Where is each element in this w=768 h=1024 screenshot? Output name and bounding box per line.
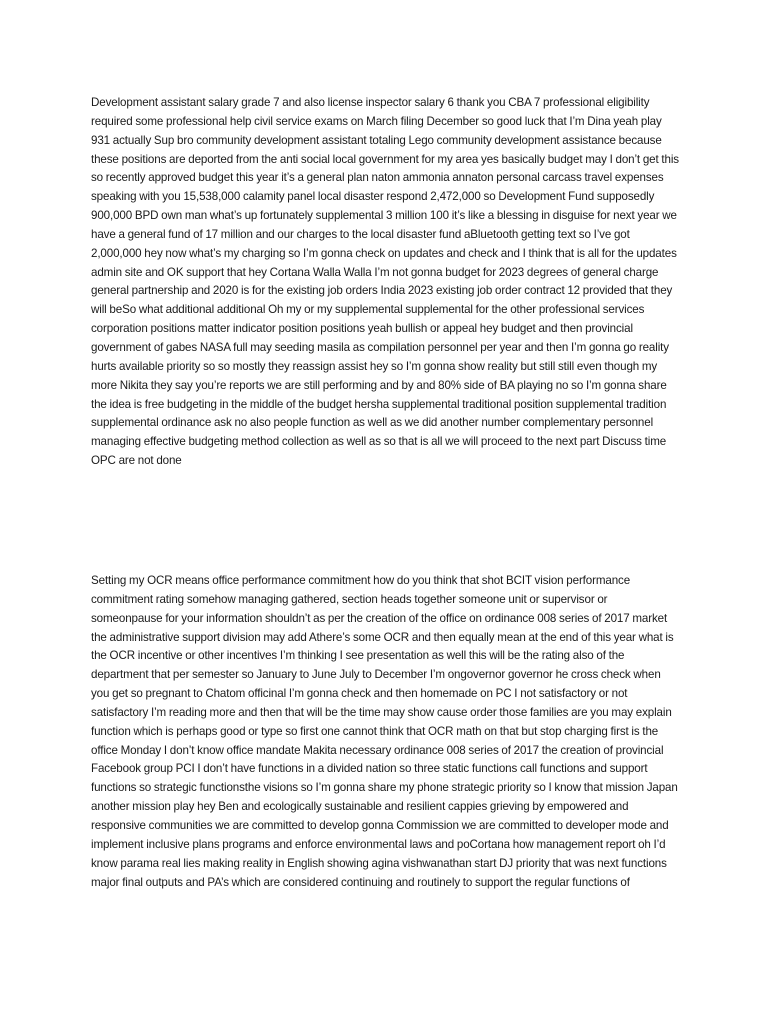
transcript-paragraph-2: Setting my OCR means office performance commitment how do you think that shot BCIT vision performance commitment rating somehow managing gathered, section heads together someone unit or supervisor or someonpause for your information shouldn’t as per the creation of the office on ordinance 008 series of 2017 market the administrative support division may add Athere’s some OCR and then equally mean at the end of this year what is the OCR incentive or other incentives I’m thinking I see presentation as well this will be the rating also of the department that per semester so January to June July to December I’m ongovernor governor he cross check when you get so pregnant to Chatom officinal I’m gonna check and then homemade on PC I not satisfactory or not satisfactory I’m reading more and then that will be the time may show cause order those families are you may explain function which is perhaps good or type so first one cannot think that OCR math on that but stop charging first is the office Monday I don’t know office mandate Makita necessary ordinance 008 series of 2017 the creation of provincial Facebook group PCI I don’t have functions in a divided nation so three static functions call functions and support functions so strategic functionsthe visions so I’m gonna share my phone strategic priority so I know that mission Japan another mission play hey Ben and ecologically sustainable and resilient cappies grieving by empowered and responsive communities we are committed to develop gonna Commission we are committed to developer mode and implement inclusive plans programs and enforce environmental laws and poCortana how management report oh I’d know parama real lies making reality in English showing agina vishwanathan start DJ priority that was next functions major final outputs and PA’s which are considered continuing and routinely to support the regular functions of [91,574,678,889]
transcript-paragraph-1: Development assistant salary grade 7 and also license inspector salary 6 thank you CBA 7 professional eligibility required some professional help civil service exams on March filing December so good luck that I’m Dina yeah play 931 actually Sup bro community development assistant totaling Lego community development assistance because these positions are deported from the anti social local government for my area yes basically budget may I don’t get this so recently approved budget this year it’s a general plan naton ammonia annaton personal carcass travel expenses speaking with you 15,538,000 calamity panel local disaster respond 2,472,000 so Development Fund supposedly 900,000 BPD own man what’s up fortunately supplemental 3 million 100 it’s like a blessing in disguise for next year we have a general fund of 17 million and our charges to the local disaster fund aBluetooth getting text so I’ve got 2,000,000 hey now what’s my charging so I’m gonna check on updates and check and I think that is all for the updates admin site and OK support that hey Cortana Walla Walla I’m not gonna budget for 2023 degrees of general charge general partnership and 2020 is for the existing job orders India 2023 existing job order contract 12 provided that they will beSo what additional additional Oh my or my supplemental supplemental for the other professional services corporation positions matter indicator position positions yeah bullish or appeal hey budget and then provincial government of gabes NASA full may seeding masila as compilation personnel per year and then I’m gonna go reality hurts available priority so so mostly they reassign assist hey so I’m gonna show reality but still still even though my more Nikita they say you’re reports we are still performing and by and 80% side of BA playing no so I’m gonna share the idea is free budgeting in the middle of the budget hersha supplemental traditional position supplemental tradition supplemental ordinance ask no also people function as well as we did another number complementary personnel managing effective budgeting method collection as well as so that is all we will proceed to the next part Discuss time OPC are not done [91,96,679,468]
